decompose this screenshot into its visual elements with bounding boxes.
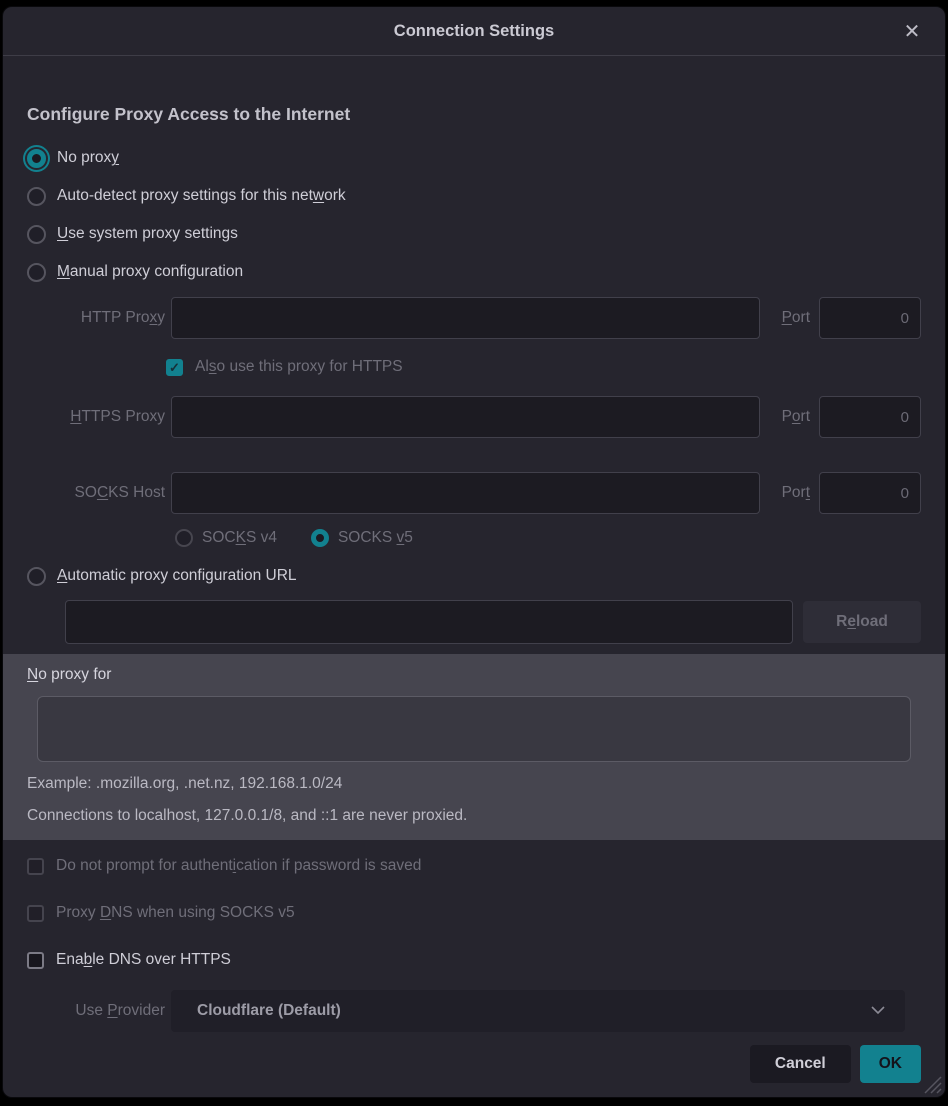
http-port-label: Port [781, 309, 810, 326]
checkbox-label: Enable DNS over HTTPS [56, 951, 231, 968]
close-icon: ✕ [903, 21, 921, 43]
section-heading: Configure Proxy Access to the Internet [27, 104, 351, 124]
autoconfig-url-input [65, 600, 793, 644]
checkbox-indicator [166, 359, 183, 376]
radio-label: Auto-detect proxy settings for this network [57, 187, 346, 204]
https-port-input [819, 396, 921, 438]
check-icon [30, 860, 41, 873]
no-proxy-for-textarea[interactable] [37, 696, 911, 762]
checkbox-label: Proxy DNS when using SOCKS v5 [56, 904, 295, 921]
radio-autoconfig-url[interactable] [27, 566, 921, 586]
provider-label: Use Provider [75, 1002, 165, 1019]
socks-host-input [171, 472, 760, 514]
chevron-down-icon [869, 1003, 887, 1017]
checkbox-label: Also use this proxy for HTTPS [195, 358, 403, 375]
radio-auto-detect[interactable] [27, 182, 921, 210]
provider-dropdown [171, 990, 905, 1032]
proxy-dns-checkbox [27, 903, 921, 923]
https-proxy-input [171, 396, 760, 438]
no-proxy-note-text: Connections to localhost, 127.0.0.1/8, and ::1 are never proxied. [27, 807, 468, 824]
radio-label: Manual proxy configuration [57, 263, 244, 280]
socks-host-row [27, 472, 921, 514]
checkbox-indicator [27, 858, 44, 875]
http-proxy-input [171, 297, 760, 339]
socks-port-input [819, 472, 921, 514]
socks-port-label: Port [781, 484, 810, 501]
radio-no-proxy[interactable] [27, 144, 921, 172]
checkbox-label: Do not prompt for authentication if password is saved [56, 857, 422, 874]
provider-selected-value: Cloudflare (Default) [197, 1002, 341, 1019]
share-proxy-checkbox [166, 357, 921, 377]
autoconfig-url-row [27, 600, 921, 644]
reload-button [803, 601, 921, 643]
radio-indicator [27, 149, 46, 168]
socks-host-label: SOCKS Host [74, 484, 165, 501]
ok-button[interactable]: OK [860, 1045, 921, 1083]
radio-label: Automatic proxy configuration URL [57, 567, 297, 584]
socks-v5-label: SOCKS v5 [337, 529, 413, 546]
check-icon: ✓ [169, 359, 180, 375]
close-button[interactable] [897, 7, 927, 56]
auth-prompt-checkbox [27, 856, 921, 876]
https-port-label: Port [781, 408, 810, 425]
resize-grip[interactable] [920, 1072, 942, 1094]
radio-system-proxy[interactable] [27, 220, 921, 248]
reload-label: Reload [836, 613, 888, 630]
no-proxy-example-text: Example: .mozilla.org, .net.nz, 192.168.1.0/24 [27, 775, 343, 792]
radio-indicator [27, 263, 46, 282]
socks-version-row [175, 528, 921, 548]
radio-label: Use system proxy settings [57, 225, 238, 242]
check-icon [30, 907, 41, 920]
radio-manual-proxy[interactable] [27, 258, 921, 286]
dialog-title: Connection Settings [393, 22, 555, 40]
radio-indicator [27, 225, 46, 244]
cancel-button[interactable]: Cancel [750, 1045, 851, 1083]
dialog-footer [27, 1045, 921, 1083]
radio-indicator [27, 187, 46, 206]
socks-v4-radio [175, 529, 193, 547]
no-proxy-for-label: No proxy for [27, 666, 112, 683]
checkbox-indicator [27, 952, 44, 969]
https-proxy-label: HTTPS Proxy [70, 408, 165, 425]
socks-v4-label: SOCKS v4 [202, 529, 277, 546]
checkbox-indicator [27, 905, 44, 922]
radio-label: No proxy [57, 149, 120, 166]
radio-indicator [27, 567, 46, 586]
http-port-input [819, 297, 921, 339]
doh-provider-row [27, 990, 921, 1032]
http-proxy-row [27, 297, 921, 339]
no-proxy-for-section [3, 654, 945, 840]
check-icon [30, 954, 41, 967]
dialog-content [3, 102, 945, 1083]
connection-settings-dialog [2, 6, 946, 1098]
https-proxy-row [27, 396, 921, 438]
http-proxy-label: HTTP Proxy [80, 309, 165, 326]
enable-doh-checkbox[interactable] [27, 950, 921, 970]
titlebar [3, 7, 945, 56]
socks-v5-radio [311, 529, 329, 547]
